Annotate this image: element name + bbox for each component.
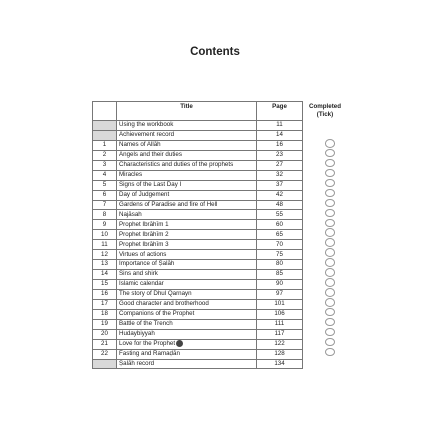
row-number: 4: [93, 170, 117, 180]
row-title: Miracles: [119, 171, 143, 179]
table-row: [93, 299, 303, 309]
row-title: Gardens of Paradise and fire of Hell: [119, 200, 218, 208]
tick-circle[interactable]: [325, 169, 335, 178]
table-row: [93, 240, 303, 250]
table-row: [93, 270, 303, 280]
row-title: Achievement record: [119, 131, 175, 139]
row-number: 9: [93, 220, 117, 230]
table-row: [93, 121, 303, 131]
row-page: 70: [257, 240, 303, 250]
tick-circle[interactable]: [325, 159, 335, 168]
tick-label: (Tick): [316, 110, 334, 118]
row-title: Prophet Ibrāhīm 2: [119, 230, 169, 238]
tick-circle[interactable]: [325, 288, 335, 297]
tick-circle[interactable]: [325, 328, 335, 337]
table-row: [93, 250, 303, 260]
row-number: 22: [93, 349, 117, 359]
row-page: 48: [257, 200, 303, 210]
row-page: 80: [257, 260, 303, 270]
table-row: [93, 289, 303, 299]
tick-circle[interactable]: [325, 228, 335, 237]
row-title-cell: [117, 190, 257, 200]
table-row: [93, 319, 303, 329]
row-title-cell: [117, 299, 257, 309]
row-title-cell: [117, 200, 257, 210]
row-page: 16: [257, 140, 303, 150]
row-title-cell: [117, 150, 257, 160]
page-column-header: Page: [257, 102, 303, 121]
tick-circle[interactable]: [325, 278, 335, 287]
tick-circle[interactable]: [325, 189, 335, 198]
tick-circle[interactable]: [325, 149, 335, 158]
row-title: Using the workbook: [119, 121, 174, 129]
row-number: 17: [93, 299, 117, 309]
row-title-cell: [117, 230, 257, 240]
row-page: 90: [257, 280, 303, 290]
row-title: Prophet Ibrāhīm 3: [119, 240, 169, 248]
row-number: [93, 121, 117, 131]
table-row: [93, 150, 303, 160]
tick-circle[interactable]: [325, 199, 335, 208]
row-title: Battle of the Trench: [119, 320, 173, 328]
table-row: [93, 309, 303, 319]
row-title-cell: [117, 140, 257, 150]
table-row: [93, 210, 303, 220]
tick-circle[interactable]: [325, 219, 335, 228]
tick-circle[interactable]: [325, 248, 335, 257]
row-title: Names of Allāh: [119, 141, 161, 149]
row-number: 2: [93, 150, 117, 160]
row-title-cell: [117, 180, 257, 190]
row-title-cell: [117, 220, 257, 230]
table-row: [93, 349, 303, 359]
row-title-cell: [117, 240, 257, 250]
tick-circle[interactable]: [325, 308, 335, 317]
tick-circle[interactable]: [325, 139, 335, 148]
table-row: [93, 160, 303, 170]
row-title: Angels and their duties: [119, 151, 182, 159]
row-title: Characteristics and duties of the prophets: [119, 161, 234, 169]
row-page: 128: [257, 349, 303, 359]
row-title: Day of Judgement: [119, 190, 170, 198]
row-page: 65: [257, 230, 303, 240]
row-page: 75: [257, 250, 303, 260]
row-page: 134: [257, 359, 303, 369]
row-page: 37: [257, 180, 303, 190]
tick-circle[interactable]: [325, 258, 335, 267]
table-row: [93, 180, 303, 190]
tick-circle[interactable]: [325, 338, 335, 347]
row-number: 5: [93, 180, 117, 190]
row-number: 8: [93, 210, 117, 220]
tick-circle[interactable]: [325, 348, 335, 357]
row-title: Good character and brotherhood: [119, 300, 209, 308]
row-number: 21: [93, 339, 117, 349]
row-page: 85: [257, 270, 303, 280]
title-column-header: Title: [117, 102, 257, 121]
row-title-cell: [117, 270, 257, 280]
row-page: 23: [257, 150, 303, 160]
row-page: 122: [257, 339, 303, 349]
table-row: [93, 280, 303, 290]
table-row: [93, 260, 303, 270]
row-number: 16: [93, 289, 117, 299]
row-page: 14: [257, 130, 303, 140]
tick-circle[interactable]: [325, 209, 335, 218]
row-title-cell: [117, 349, 257, 359]
row-number: 20: [93, 329, 117, 339]
row-title: Love for the Prophet: [119, 340, 176, 348]
row-title: Hudaybiyyah: [119, 330, 155, 338]
row-title: Fasting and Ramaḍān: [119, 349, 180, 357]
completed-label: Completed: [309, 103, 341, 110]
row-page: 106: [257, 309, 303, 319]
row-title: Companions of the Prophet: [119, 310, 195, 318]
table-row: [93, 200, 303, 210]
table-header-row: [93, 102, 303, 121]
row-title-cell: [117, 339, 257, 349]
row-page: 32: [257, 170, 303, 180]
row-title-cell: [117, 329, 257, 339]
table-row: [93, 339, 303, 349]
row-title-cell: [117, 130, 257, 140]
row-title: Importance of Ṣalāh: [119, 260, 175, 268]
row-number: 1: [93, 140, 117, 150]
tick-circle[interactable]: [325, 318, 335, 327]
table-row: [93, 170, 303, 180]
row-page: 27: [257, 160, 303, 170]
row-title-cell: [117, 289, 257, 299]
row-title-cell: [117, 319, 257, 329]
row-title-cell: [117, 250, 257, 260]
row-title: Islamic calendar: [119, 280, 164, 288]
row-number: [93, 130, 117, 140]
row-number: 18: [93, 309, 117, 319]
tick-circle[interactable]: [325, 298, 335, 307]
row-page: 42: [257, 190, 303, 200]
row-number: 13: [93, 260, 117, 270]
row-title: Sins and shirk: [119, 270, 158, 278]
row-title-cell: [117, 160, 257, 170]
row-title-cell: [117, 260, 257, 270]
row-page: 97: [257, 289, 303, 299]
row-title: Najāsah: [119, 210, 142, 218]
salutation-icon: [176, 340, 183, 347]
row-number: 7: [93, 200, 117, 210]
table-row: [93, 230, 303, 240]
row-number: 14: [93, 270, 117, 280]
row-title: Signs of the Last Day I: [119, 180, 182, 188]
row-number: 11: [93, 240, 117, 250]
row-title: The story of Dhul Qarnayn: [119, 290, 192, 298]
row-page: 111: [257, 319, 303, 329]
row-number: 12: [93, 250, 117, 260]
row-page: 60: [257, 220, 303, 230]
tick-circle[interactable]: [325, 268, 335, 277]
number-column-header: [93, 102, 117, 121]
row-number: 3: [93, 160, 117, 170]
table-row: [93, 220, 303, 230]
tick-circle[interactable]: [325, 179, 335, 188]
table-row: [93, 190, 303, 200]
row-title-cell: [117, 170, 257, 180]
row-number: 6: [93, 190, 117, 200]
row-title: Virtues of actions: [119, 250, 167, 258]
table-row: [93, 359, 303, 369]
row-page: 11: [257, 121, 303, 131]
tick-circle-column: [325, 139, 337, 358]
row-number: 10: [93, 230, 117, 240]
row-page: 101: [257, 299, 303, 309]
row-number: 19: [93, 319, 117, 329]
table-row: [93, 130, 303, 140]
contents-table-body: [93, 121, 303, 369]
contents-table: [92, 101, 303, 369]
table-row: [93, 329, 303, 339]
row-title-cell: [117, 121, 257, 131]
row-page: 117: [257, 329, 303, 339]
row-number: 15: [93, 280, 117, 290]
row-title-cell: [117, 280, 257, 290]
tick-circle[interactable]: [325, 238, 335, 247]
row-title: Ṣalāh record: [119, 359, 155, 367]
row-page: 55: [257, 210, 303, 220]
row-title-cell: [117, 309, 257, 319]
table-row: [93, 140, 303, 150]
completed-column-header: [300, 103, 350, 119]
page-title: Contents: [190, 46, 240, 58]
row-title: Prophet Ibrāhīm 1: [119, 220, 169, 228]
row-title-cell: [117, 210, 257, 220]
row-number: [93, 359, 117, 369]
row-title-cell: [117, 359, 257, 369]
